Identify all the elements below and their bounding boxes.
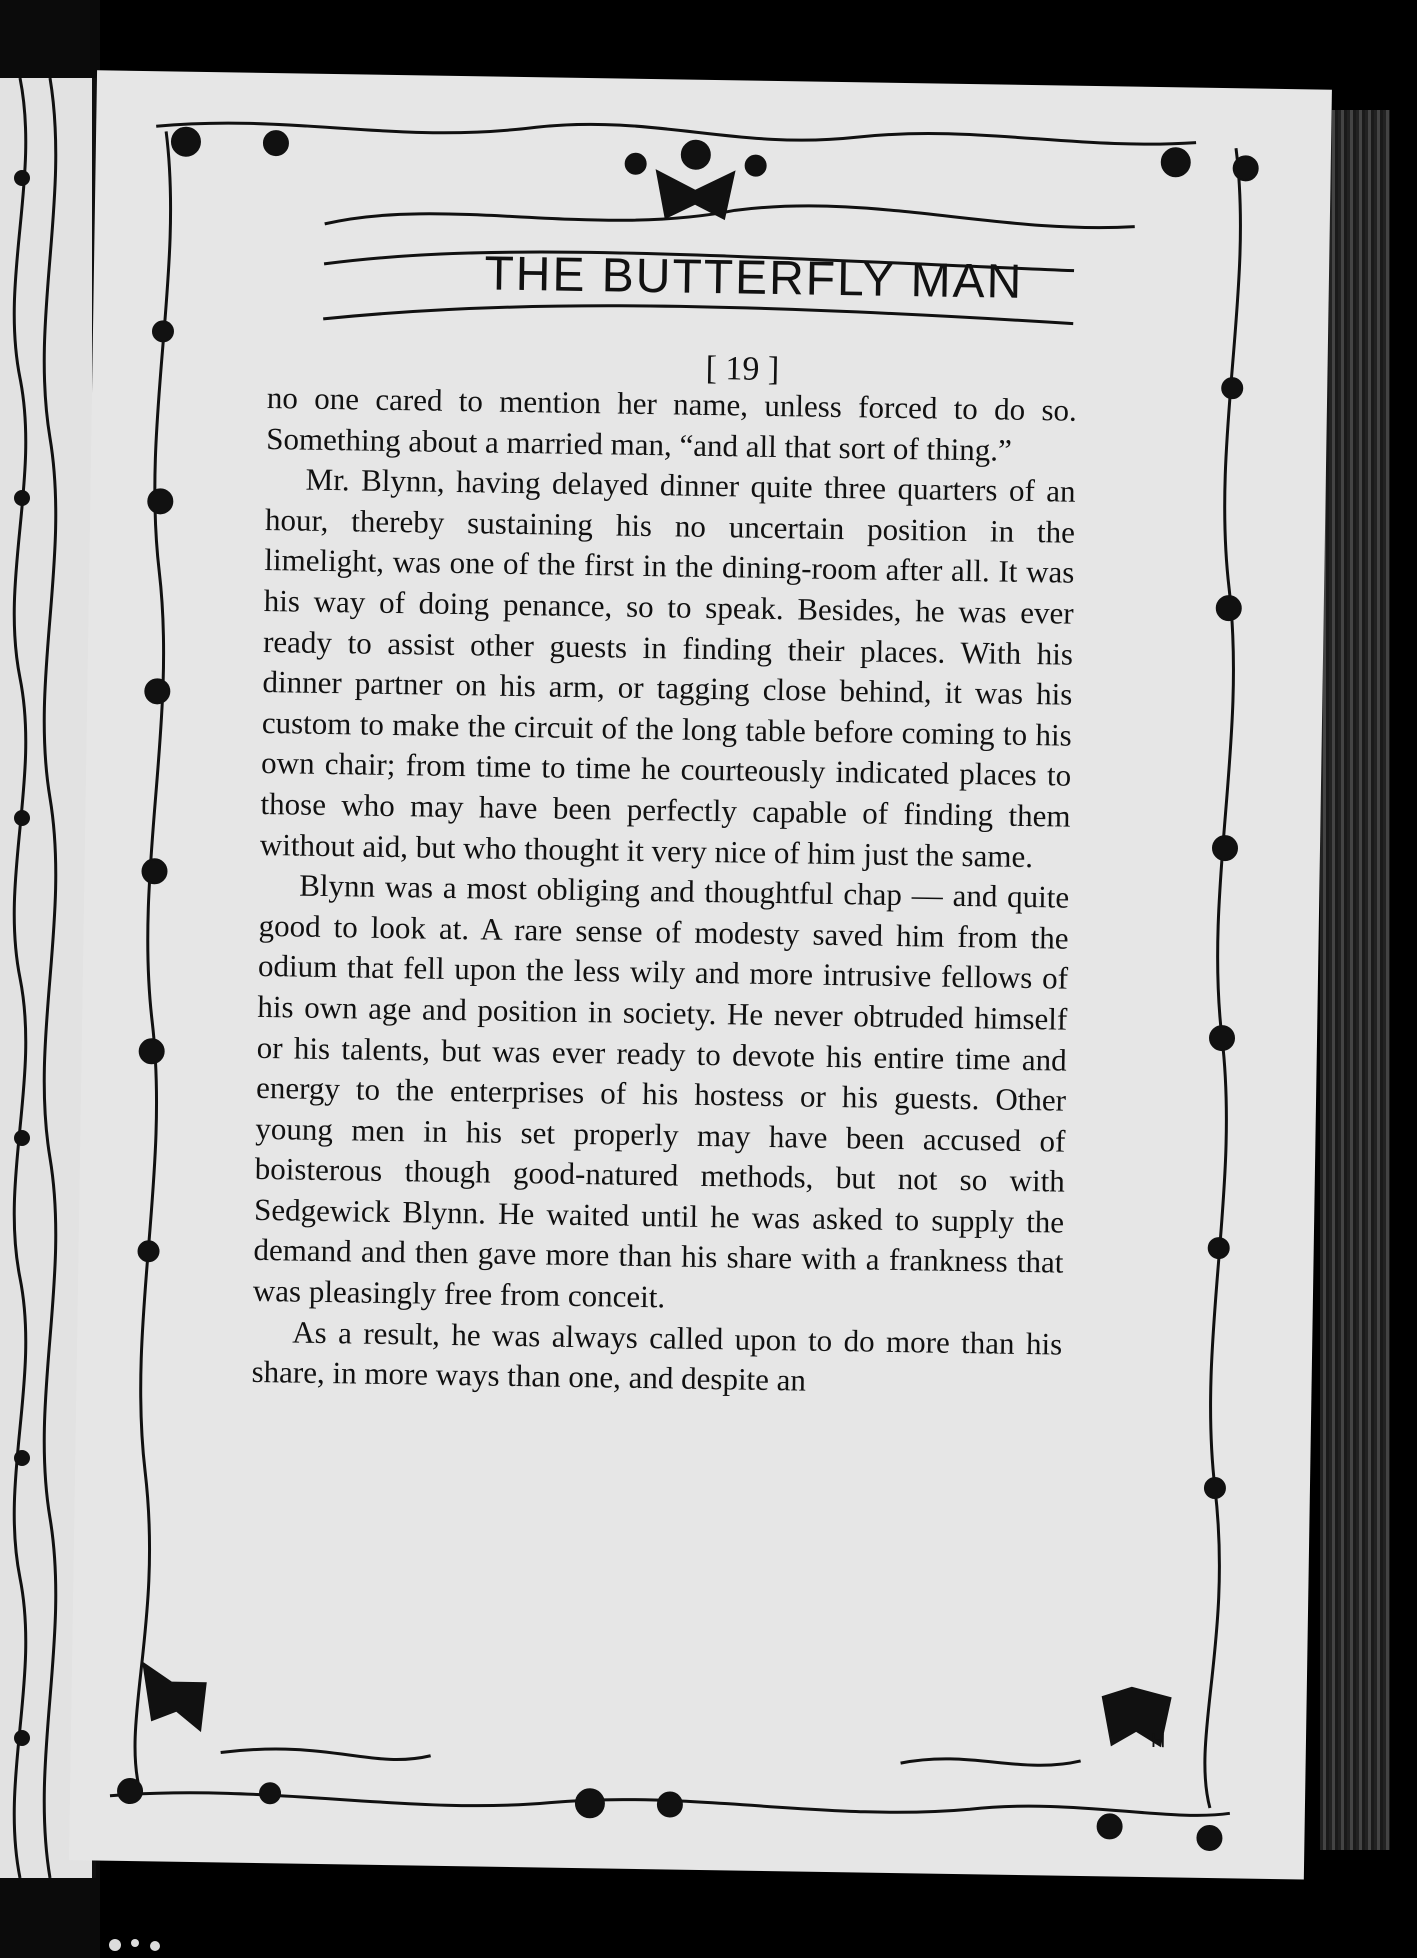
paragraph-1: no one cared to mention her name, unless forced to do so. Something about a married man, “and all that sort of thing.” [266,380,1078,468]
paragraph-4: As a result, he was always called upon to do more than his share, in more ways than one, and despite an [251,1314,1063,1398]
page-stack-edge [1320,110,1390,1850]
book-page [69,70,1332,1879]
running-title: THE BUTTERFLY MAN [484,247,1024,309]
paragraph-3: Blynn was a most obliging and thoughtful chap — and quite good to look at. A rare sense of modesty saved him from the odium that fell upon the less wily and more intrusive fellows of his own age and position in society. He never obtruded himself or his talents, but was ever ready to devote his entire time and energy to the enterprises of his hostess or his guests. Other young men in his set properly may have been accused of boisterous though good-natured methods, but not so with Sedgewick Blynn. He waited until he was asked to supply the demand and then gave more than his share with a frankness that was pleasingly free from conceit. [252,867,1070,1315]
page-body [251,378,1077,1405]
monogram: H [1150,1730,1166,1753]
scan-artifact-icon [100,1935,220,1955]
page-number: [ 19 ] [705,349,780,389]
paragraph-2: Mr. Blynn, having delayed dinner quite three quarters of an hour, thereby sustaining his no uncertain position in the limelight, was one of the first in the dining-room after all. It was his way of doing penance, so to speak. Besides, he was ever ready to assist other guests in finding their places. With his dinner partner on his arm, or tagging close behind, it was his custom to make the circuit of the long table before coming to his own chair; from time to time he courteously indicated places to those who may have been perfectly capable of finding them without aid, but who thought it very nice of him just the same. [259,461,1076,874]
